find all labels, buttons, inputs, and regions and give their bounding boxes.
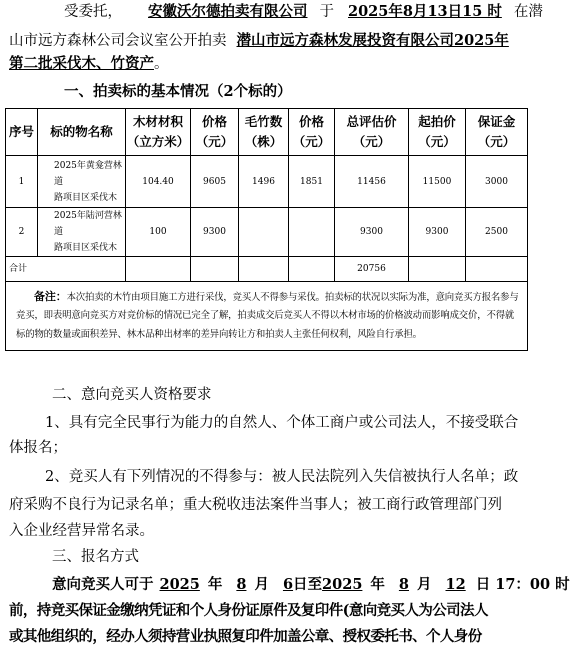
section2-title: 二、意向竞买人资格要求 <box>52 387 212 403</box>
cell-start-price: 11500 <box>409 156 466 208</box>
header-name: 标的物名称 <box>38 109 126 156</box>
total-empty <box>126 257 191 282</box>
section2-item2-line1: 2、竞买人有下列情况的不得参与：被人民法院列入失信被执行人名单；政 <box>45 469 519 485</box>
header-total-value: 总评估价 （元） <box>335 109 409 156</box>
table-note-row <box>6 282 528 351</box>
reg-start-month: 8 <box>236 576 247 593</box>
auction-subject-1: 潜山市远方森林发展投资有限公司2025年 <box>236 32 509 49</box>
cell-seq: 2 <box>6 208 38 257</box>
note-text: 本次拍卖的木竹由项目施工方进行采伐，竞买人不得参与采伐。拍卖标的状况以实际为准，意向竞买方报名参与竞买，即表明意向竞买方对竞价标的情况已完全了解，拍卖成交后竞买人不得以木材市场的价格波动而影响成交价，不得就标的物的数量或面积差异、林木品种出材率的差异向转让方和拍卖人主张任何权利，风险自行承担。 <box>16 291 519 340</box>
section2-item1-line1: 1、具有完全民事行为能力的自然人、个体工商户或公司法人，不接受联合 <box>45 415 519 431</box>
cell-seq: 1 <box>6 156 38 208</box>
auction-items-table <box>5 108 528 351</box>
table-row <box>6 156 528 208</box>
header-timber-volume: 木材材积 （立方米） <box>126 109 191 156</box>
intro-prefix: 受委托， <box>64 4 122 20</box>
reg-end-day: 12 <box>445 576 466 593</box>
intro-venue: 山市远方森林公司会议室公开拍卖 <box>9 33 227 49</box>
header-start-price: 起拍价 （元） <box>409 109 466 156</box>
reg-start-day: 6 <box>282 576 294 593</box>
intro-line-3 <box>9 54 169 74</box>
table-header-row <box>6 109 528 156</box>
total-empty <box>239 257 289 282</box>
intro-line-2 <box>9 31 509 51</box>
intro-period: 。 <box>154 56 169 72</box>
cell-price-1: 9300 <box>191 208 239 257</box>
cell-price-2 <box>289 208 335 257</box>
reg-end-year: 2025 <box>322 576 363 593</box>
total-label: 合计 <box>6 257 126 282</box>
cell-timber-volume: 104.40 <box>126 156 191 208</box>
intro-in: 在潜 <box>513 4 543 20</box>
cell-timber-volume: 100 <box>126 208 191 257</box>
section3-line3: 或其他组织的，经办人须持营业执照复印件加盖公章、授权委托书、个人身份 <box>9 628 482 645</box>
cell-total-value: 9300 <box>335 208 409 257</box>
table-total-row <box>6 257 528 282</box>
section3-title: 三、报名方式 <box>52 549 139 565</box>
table-note <box>6 282 528 351</box>
table-row <box>6 208 528 257</box>
auction-datetime: 2025年8月13日15 时 <box>348 3 502 20</box>
section1-title: 一、拍卖标的基本情况（2个标的） <box>64 83 292 100</box>
cell-bamboo-count <box>239 208 289 257</box>
auction-subject-2: 第二批采伐木、竹资产 <box>9 55 154 72</box>
reg-end-month: 8 <box>398 576 409 593</box>
intro-line-1 <box>64 2 543 22</box>
intro-at: 于 <box>319 4 334 20</box>
note-label: 备注： <box>34 289 67 303</box>
section2-item2-line3: 入企业经营异常名录。 <box>9 523 154 539</box>
header-price-2: 价格 （元） <box>289 109 335 156</box>
total-empty <box>191 257 239 282</box>
total-empty <box>289 257 335 282</box>
header-seq: 序号 <box>6 109 38 156</box>
header-bamboo-count: 毛竹数 （株） <box>239 109 289 156</box>
cell-bamboo-count: 1496 <box>239 156 289 208</box>
header-deposit: 保证金 （元） <box>466 109 528 156</box>
cell-start-price: 9300 <box>409 208 466 257</box>
total-empty <box>466 257 528 282</box>
cell-deposit: 3000 <box>466 156 528 208</box>
entrusting-company: 安徽沃尔德拍卖有限公司 <box>148 3 308 20</box>
cell-total-value: 11456 <box>335 156 409 208</box>
section3-line1: 意向竞买人可于 2025 年 8 月 6日至2025 年 8 月 12 日 17：00 时 <box>52 576 570 593</box>
section2-item2-line2: 府采购不良行为记录名单；重大税收违法案件当事人；被工商行政管理部门列 <box>9 497 502 513</box>
cell-name: 2025年黄龛营林道 路项目区采伐木 <box>38 156 126 208</box>
total-value: 20756 <box>335 257 409 282</box>
total-empty <box>409 257 466 282</box>
section2-item1-line2: 体报名； <box>9 440 67 456</box>
cell-price-2: 1851 <box>289 156 335 208</box>
reg-start-year: 2025 <box>159 576 200 593</box>
cell-name: 2025年陆河营林道 路项目区采伐木 <box>38 208 126 257</box>
header-price-1: 价格 （元） <box>191 109 239 156</box>
cell-price-1: 9605 <box>191 156 239 208</box>
section3-line2: 前，持竞买保证金缴纳凭证和个人身份证原件及复印件(意向竞买人为公司法人 <box>9 602 488 619</box>
cell-deposit: 2500 <box>466 208 528 257</box>
